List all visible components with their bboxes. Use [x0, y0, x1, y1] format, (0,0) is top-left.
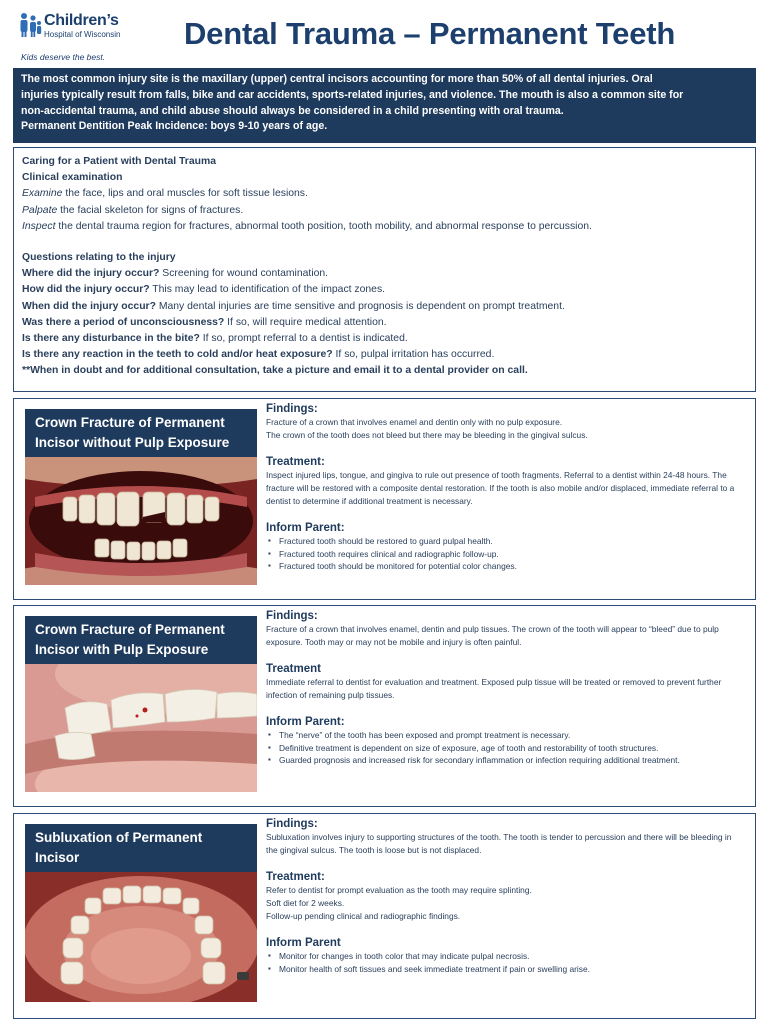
intro-box	[13, 68, 756, 143]
exam-line-examine	[22, 186, 747, 202]
logo-name: Children’s	[44, 12, 119, 29]
question: Where did the injury occur?	[22, 268, 160, 280]
answer: If so, pulpal irritation has occurred.	[332, 349, 495, 361]
page-title: Dental Trauma – Permanent Teeth	[184, 16, 676, 51]
findings-text: Fracture of a crown that involves enamel and dentin only with no pulp exposure.	[266, 417, 563, 427]
inform-list	[266, 729, 744, 767]
treatment-text: Immediate referral to dentist for evaluation and treatment. Exposed pulp tissue will be treated or removed to prevent further infection of remaining pulp tissues.	[266, 677, 722, 700]
intro-line: The most common injury site is the maxillary (upper) central incisors accounting for more than 50% of all dental injuries. Oral	[21, 73, 653, 85]
panel-title: Crown Fracture of Permanent Incisor without Pulp Exposure	[25, 409, 257, 457]
intro-line: non-accidental trauma, and child abuse should always be considered in a child presenting with oral trauma.	[21, 104, 564, 117]
answer: Many dental injuries are time sensitive and prognosis is dependent on prompt treatment.	[155, 300, 565, 312]
hospital-logo[interactable]	[18, 10, 138, 62]
intro-line: Permanent Dentition Peak Incidence: boys 9-10 years of age.	[21, 120, 328, 133]
answer: If so, will require medical attention.	[224, 316, 387, 328]
panel-text	[266, 818, 744, 975]
exam-line-palpate	[22, 203, 747, 219]
findings-heading: Findings:	[266, 403, 318, 415]
exam-heading: Clinical examination	[22, 172, 123, 184]
examine-text: the face, lips and oral muscles for soft tissue lesions.	[62, 188, 308, 200]
list-item: ▪ Monitor for changes in tooth color that may indicate pulpal necrosis.	[266, 950, 744, 963]
question: When did the injury occur?	[22, 300, 156, 312]
treatment-text: Inspect injured lips, tongue, and gingiva to rule out presence of tooth fragments. Referral to a dentist within 24-48 hours. The fracture will be restored with a composite dental restoration. If the tooth is also mobile and/or displaced, immediate referral to a dentist to determine if additional treatment is necessary.	[266, 470, 735, 506]
list-item: ▪ Guarded prognosis and increased risk for secondary inflammation or infection requiring additional treatment.	[266, 754, 744, 767]
panel-title: Subluxation of Permanent Incisor	[25, 824, 257, 872]
treatment-heading: Treatment:	[266, 871, 325, 883]
inspect-term: Inspect	[22, 220, 56, 232]
question-line	[22, 331, 747, 347]
inform-heading: Inform Parent	[266, 937, 341, 949]
list-item: ▪ Fractured tooth should be restored to guard pulpal health.	[266, 535, 744, 548]
care-section	[13, 147, 756, 392]
treatment-line: Soft diet for 2 weeks.	[266, 898, 345, 908]
logo-tagline: Kids deserve the best.	[21, 52, 106, 62]
palpate-term: Palpate	[22, 204, 58, 216]
panel-crown-fracture-pulp	[13, 605, 756, 807]
treatment-heading: Treatment	[266, 663, 321, 675]
findings-heading: Findings:	[266, 818, 318, 830]
answer: Screening for wound contamination.	[159, 268, 329, 280]
header	[0, 0, 768, 66]
findings-text: Subluxation involves injury to supporting structures of the tooth. The tooth is tender to percussion and there will be bleeding in the gingival sulcus. The tooth is loose but is not displaced.	[266, 832, 732, 855]
examine-term: Examine	[22, 188, 63, 200]
question-line	[22, 266, 747, 282]
list-item: ▪ Fractured tooth should be monitored for potential color changes.	[266, 560, 744, 573]
panel-crown-fracture-no-pulp	[13, 398, 756, 600]
panel-title: Crown Fracture of Permanent Incisor with Pulp Exposure	[25, 616, 257, 664]
teeth-photo	[25, 872, 257, 1002]
family-icon	[18, 12, 42, 38]
findings-text: The crown of the tooth does not bleed but there may be bleeding in the gingival sulcus.	[266, 430, 588, 440]
question-line	[22, 315, 747, 331]
teeth-photo	[25, 457, 257, 585]
list-item: ▪ Monitor health of soft tissues and seek immediate treatment if pain or swelling arise.	[266, 963, 744, 976]
answer: If so, prompt referral to a dentist is indicated.	[199, 333, 408, 345]
inform-heading: Inform Parent:	[266, 522, 345, 534]
question-line	[22, 299, 747, 315]
logo-subname: Hospital of Wisconsin	[44, 30, 121, 39]
treatment-line: Refer to dentist for prompt evaluation as the tooth may require splinting.	[266, 885, 532, 895]
palpate-text: the facial skeleton for signs of fractures.	[57, 204, 244, 216]
list-item: ▪ Definitive treatment is dependent on size of exposure, age of tooth and restorability of tooth structures.	[266, 742, 744, 755]
panel-subluxation	[13, 813, 756, 1019]
questions-heading: Questions relating to the injury	[22, 252, 176, 264]
question: How did the injury occur?	[22, 284, 150, 296]
question-line	[22, 347, 747, 363]
list-item: ▪ Fractured tooth requires clinical and radiographic follow-up.	[266, 548, 744, 561]
question: Is there any disturbance in the bite?	[22, 333, 200, 345]
exam-line-inspect	[22, 219, 747, 235]
answer: This may lead to identification of the impact zones.	[149, 284, 386, 296]
question: Is there any reaction in the teeth to cold and/or heat exposure?	[22, 349, 333, 361]
inform-heading: Inform Parent:	[266, 716, 345, 728]
list-item: ▪ The “nerve” of the tooth has been exposed and prompt treatment is necessary.	[266, 729, 744, 742]
findings-text: Fracture of a crown that involves enamel, dentin and pulp tissues. The crown of the tooth will appear to “bleed” due to pulp exposure. Tooth may or may not be mobile and injury is often painful.	[266, 624, 719, 647]
treatment-line: Follow-up pending clinical and radiographic findings.	[266, 911, 461, 921]
care-heading: Caring for a Patient with Dental Trauma	[22, 156, 216, 167]
panel-text	[266, 403, 744, 573]
inspect-text: the dental trauma region for fractures, abnormal tooth position, tooth mobility, and abnormal response to percussion.	[55, 220, 592, 232]
inform-list	[266, 950, 744, 975]
question: Was there a period of unconsciousness?	[22, 316, 225, 328]
findings-heading: Findings:	[266, 610, 318, 622]
closing-note: **When in doubt and for additional consultation, take a picture and email it to a dental provider on call.	[22, 365, 528, 377]
intro-line: injuries typically result from falls, bike and car accidents, sports-related injuries, and violence. The mouth is also a common site for	[21, 88, 684, 101]
treatment-heading: Treatment:	[266, 456, 325, 468]
inform-list	[266, 535, 744, 573]
question-line	[22, 282, 747, 298]
teeth-photo	[25, 664, 257, 792]
panel-text	[266, 610, 744, 767]
